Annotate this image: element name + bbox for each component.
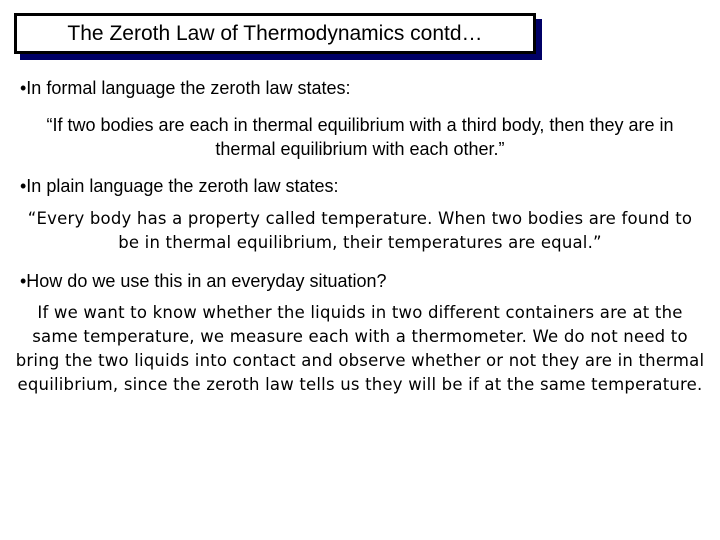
slide-title: The Zeroth Law of Thermodynamics contd… xyxy=(67,21,483,45)
bullet-everyday-use: •How do we use this in an everyday situation? xyxy=(20,271,387,291)
everyday-explanation: If we want to know whether the liquids in two different containers are at the same temperature, we measure each with a thermometer. We do not need to bring the two liquids into contact and observe whether or not they are in thermal equilibrium, since the zeroth law tells us they will be if at the same temperature. xyxy=(15,303,705,394)
bullet-formal-language: •In formal language the zeroth law states: xyxy=(20,78,351,98)
bullet-plain-language: •In plain language the zeroth law states: xyxy=(20,176,339,196)
slide-title-box xyxy=(14,13,536,54)
formal-statement: “If two bodies are each in thermal equilibrium with a third body, then they are in thermal equilibrium with each other.” xyxy=(46,115,674,159)
plain-statement: “Every body has a property called temperature. When two bodies are found to be in thermal equilibrium, their temperatures are equal.” xyxy=(27,209,693,252)
